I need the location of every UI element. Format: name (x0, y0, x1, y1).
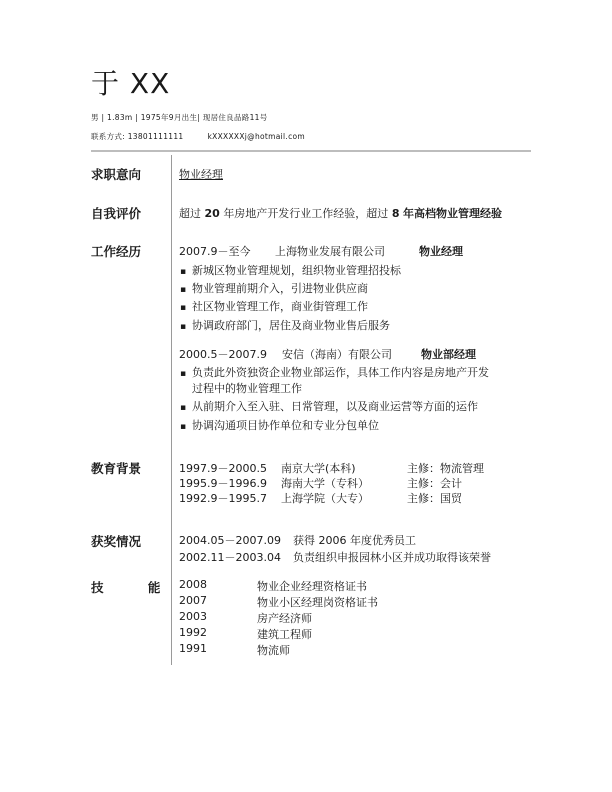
self-eval-part2: 年房地产开发行业工作经验，超过 (223, 207, 389, 220)
section-title-skills: 技 能 (91, 580, 181, 595)
edu-period: 1992.9－1995.7 (179, 492, 267, 505)
skill-row (179, 594, 378, 609)
edu-period: 1997.9－2000.5 (179, 462, 267, 475)
edu-school: 海南大学（专科） (281, 477, 369, 490)
award-desc: 获得 2006 年度优秀员工 (293, 534, 416, 547)
education-row (179, 490, 462, 506)
skill-row (179, 642, 290, 657)
self-eval-part1: 超过 (179, 207, 201, 220)
skill-cert: 物业企业经理资格证书 (257, 580, 367, 593)
education-row (179, 460, 484, 476)
self-eval-num2: 8 (391, 207, 400, 220)
job-position: 物业部经理 (421, 348, 476, 361)
header-divider (91, 150, 531, 152)
contact-line (91, 131, 305, 142)
skill-cert: 物业小区经理岗资格证书 (257, 596, 378, 609)
section-title-objective: 求职意向 (91, 167, 142, 182)
list-item: ▪ 协调沟通项目协作单位和专业分包单位 (180, 417, 379, 433)
skill-year: 2008 (179, 578, 207, 591)
edu-period: 1995.9－1996.9 (179, 477, 267, 490)
section-title-self-eval: 自我评价 (91, 206, 142, 221)
section-title-education: 教育背景 (91, 461, 142, 476)
skill-row (179, 610, 312, 625)
list-item-continuation: 过程中的物业管理工作 (192, 382, 302, 395)
contact-phone: 联系方式: 13801111111 (91, 132, 184, 141)
list-item: ▪ 负责此外资独资企业物业部运作，具体工作内容是房地产开发 (180, 364, 489, 380)
skill-cert: 建筑工程师 (257, 628, 312, 641)
edu-major: 主修：国贸 (407, 492, 462, 505)
job-period: 2007.9－至今 (179, 245, 251, 258)
objective-value: 物业经理 (179, 168, 223, 181)
self-eval-num1: 20 (204, 207, 220, 220)
job-company: 上海物业发展有限公司 (275, 245, 385, 258)
skill-year: 1991 (179, 642, 207, 655)
skill-row (179, 626, 312, 641)
edu-major: 主修：会计 (407, 477, 462, 490)
award-desc: 负责组织申报园林小区并成功取得该荣誉 (293, 551, 491, 564)
self-eval-part3: 年高档物业管理经验 (402, 207, 502, 220)
job-header (179, 346, 476, 362)
edu-school: 南京大学(本科) (281, 462, 356, 475)
self-eval-text (179, 205, 502, 221)
list-item: ▪ 物业管理前期介入，引进物业供应商 (180, 280, 368, 296)
education-row (179, 475, 462, 491)
contact-email[interactable]: kXXXXXXj@hotmail.com (207, 132, 306, 141)
list-item: ▪ 从前期介入至入驻、日常管理，以及商业运营等方面的运作 (180, 398, 478, 414)
skill-cert: 房产经济师 (257, 612, 312, 625)
award-period: 2004.05－2007.09 (179, 534, 281, 547)
skill-row (179, 578, 367, 593)
skill-year: 2007 (179, 594, 207, 607)
list-item: ▪ 协调政府部门，居住及商业物业售后服务 (180, 317, 390, 333)
personal-info-line: 男 | 1.83m | 1975年9月出生| 现居住良品路11号 (91, 113, 268, 122)
award-period: 2002.11－2003.04 (179, 551, 281, 564)
job-header (179, 243, 463, 259)
skill-cert: 物流师 (257, 644, 290, 657)
skill-year: 1992 (179, 626, 207, 639)
list-item: ▪ 新城区物业管理规划，组织物业管理招投标 (180, 262, 401, 278)
list-item: ▪ 社区物业管理工作，商业街管理工作 (180, 298, 368, 314)
skill-year: 2003 (179, 610, 207, 623)
section-title-awards: 获奖情况 (91, 534, 142, 549)
job-position: 物业经理 (419, 245, 463, 258)
edu-major: 主修：物流管理 (407, 462, 484, 475)
edu-school: 上海学院（大专） (281, 492, 369, 505)
award-row (179, 549, 491, 565)
job-period: 2000.5－2007.9 (179, 348, 267, 361)
section-title-work: 工作经历 (91, 244, 142, 259)
job-company: 安信（海南）有限公司 (282, 348, 392, 361)
award-row (179, 532, 416, 548)
candidate-name: 于 XX (91, 67, 171, 100)
